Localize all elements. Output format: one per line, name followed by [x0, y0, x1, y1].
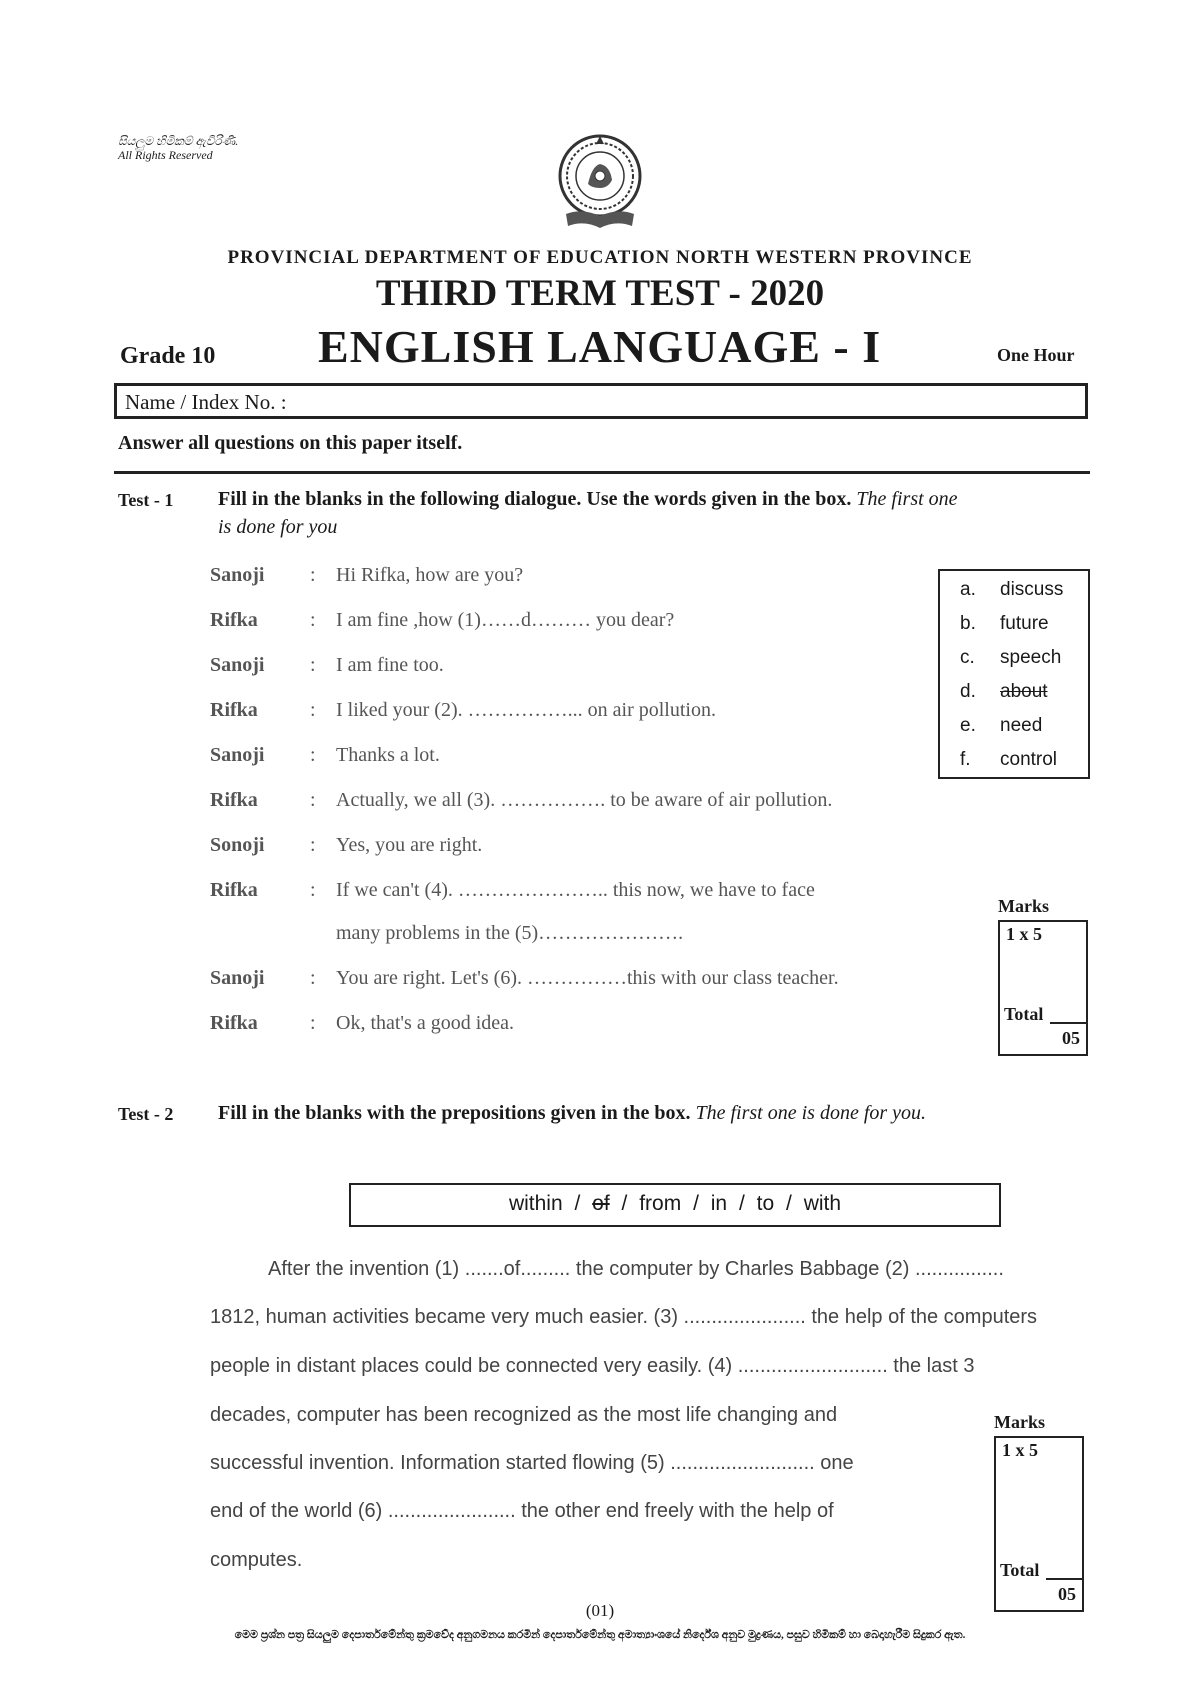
test1-total-label: Total	[1004, 1004, 1044, 1024]
word-option-d: d. about	[960, 681, 1048, 702]
preposition-to: to	[756, 1192, 775, 1215]
test1-total-line	[1050, 1022, 1086, 1024]
dialogue-line: Yes, you are right.	[336, 834, 483, 856]
word-box	[938, 569, 1090, 779]
emblem-icon	[556, 130, 644, 232]
dialogue-speaker: Rifka	[210, 789, 258, 811]
separator: /	[738, 1192, 745, 1215]
test1-instruction	[218, 485, 1098, 541]
word-option-f: f. control	[960, 749, 1058, 770]
test2-total-label: Total	[1000, 1560, 1040, 1580]
separator: /	[621, 1192, 628, 1215]
dialogue-line: I liked your (2). ……………... on air pollution.	[336, 699, 716, 721]
preposition-from: from	[639, 1192, 682, 1215]
test1-marks-scheme: 1 x 5	[1006, 924, 1042, 944]
dialogue-speaker: Rifka	[210, 879, 258, 901]
test2-marks-label: Marks	[994, 1412, 1045, 1432]
dialogue-speaker: Sanoji	[210, 564, 265, 586]
paragraph-line-5: successful invention. Information started flowing (5) .......................... one	[210, 1452, 854, 1474]
word-option-a: a. discuss	[960, 579, 1064, 600]
dialogue-line: many problems in the (5)………………….	[336, 922, 684, 944]
dialogue-speaker: Rifka	[210, 609, 258, 631]
test1-instruction-italic-1: The first one	[856, 488, 958, 510]
test1-marks-box[interactable]	[998, 920, 1088, 1056]
paragraph-line-1: After the invention (1) .......of......... the computer by Charles Babbage (2) ................	[268, 1258, 1004, 1280]
word-option-b: b. future	[960, 613, 1049, 634]
dialogue-colon: :	[310, 699, 316, 721]
dialogue-line: Hi Rifka, how are you?	[336, 564, 524, 586]
test2-instruction	[218, 1099, 1098, 1127]
separator: /	[574, 1192, 581, 1215]
test1-label: Test - 1	[118, 490, 174, 510]
dialogue-speaker: Sanoji	[210, 967, 265, 989]
test2-marks-scheme: 1 x 5	[1002, 1440, 1038, 1460]
term-test-title: THIRD TERM TEST - 2020	[375, 273, 825, 314]
dialogue-line: Thanks a lot.	[336, 744, 440, 766]
dialogue-colon: :	[310, 654, 316, 676]
divider	[114, 471, 1090, 474]
test1-instruction-bold: Fill in the blanks in the following dialogue. Use the words given in the box.	[218, 488, 852, 510]
dialogue-speaker: Sonoji	[210, 834, 265, 856]
duration-label: One Hour	[997, 345, 1075, 365]
dialogue-colon: :	[310, 1012, 316, 1034]
word-option-c: c. speech	[960, 647, 1062, 668]
preposition-box	[349, 1183, 1001, 1227]
dialogue-speaker: Sanoji	[210, 654, 265, 676]
answer-instruction: Answer all questions on this paper itself.	[118, 432, 463, 454]
test2-marks-box[interactable]	[994, 1436, 1084, 1612]
footer-notice: මෙම ප්‍රශ්න පත්‍ර සියලුම දෙපාර්තමේන්තු ක්‍රමවේද අනුගමනය කරමින් දෙපාර්තමේන්තු අමාත්‍යාංශයේ නිර්දේශ අනුව මුද්‍රණය, පසුව හිමිකම් හා බෙදාහැරීම සිදුකර ඇත.	[234, 1629, 966, 1641]
dialogue-line: Ok, that's a good idea.	[336, 1012, 515, 1034]
dialogue-colon: :	[310, 967, 316, 989]
preposition-with: with	[803, 1192, 842, 1215]
test1-total-value: 05	[1062, 1028, 1080, 1048]
page-number: (01)	[585, 1601, 615, 1620]
dialogue-speaker: Rifka	[210, 699, 258, 721]
separator: /	[786, 1192, 792, 1215]
dialogue-colon: :	[310, 789, 316, 811]
preposition-in: in	[710, 1192, 728, 1215]
test2-total-value: 05	[1058, 1584, 1076, 1604]
paragraph-line-2: 1812, human activities became very much easier. (3) ...................... the help of the computers	[210, 1306, 1038, 1328]
dialogue-colon: :	[310, 609, 316, 631]
rights-english: All Rights Reserved	[118, 148, 213, 162]
dialogue-colon: :	[310, 879, 316, 901]
dialogue-line: Actually, we all (3). ……………. to be aware of air pollution.	[336, 789, 833, 811]
dialogue-line: I am fine too.	[336, 654, 444, 676]
test2-instruction-italic: The first one is done for you.	[695, 1102, 927, 1124]
preposition-of: of	[592, 1192, 610, 1215]
dialogue-colon: :	[310, 744, 316, 766]
paragraph-line-7: computes.	[210, 1549, 303, 1571]
dialogue-line: I am fine ,how (1)……d……… you dear?	[336, 609, 675, 631]
preposition-within: within	[508, 1192, 563, 1215]
subject-title: ENGLISH LANGUAGE - I	[318, 321, 882, 372]
grade-label: Grade 10	[120, 343, 216, 369]
name-index-field[interactable]	[114, 383, 1088, 419]
dialogue-line: You are right. Let's (6). ……………this with our class teacher.	[336, 967, 839, 989]
test1-instruction-italic-2: is done for you	[218, 516, 338, 538]
word-option-e: e. need	[960, 715, 1043, 736]
rights-sinhala: සියලුම හිමිකම් ඇවිරිණි.	[118, 134, 239, 148]
dialogue-speaker: Sanoji	[210, 744, 265, 766]
dialogue-speaker: Rifka	[210, 1012, 258, 1034]
paragraph-line-6: end of the world (6) ....................... the other end freely with the help of	[210, 1500, 834, 1522]
paragraph-line-4: decades, computer has been recognized as the most life changing and	[210, 1404, 838, 1426]
separator: /	[693, 1192, 699, 1215]
dialogue-line: If we can't (4). ………………….. this now, we have to face	[336, 879, 815, 901]
test1-marks-label: Marks	[998, 896, 1049, 916]
department-title: PROVINCIAL DEPARTMENT OF EDUCATION NORTH WESTERN PROVINCE	[227, 247, 973, 268]
name-index-label: Name / Index No. :	[125, 390, 287, 414]
dialogue-colon: :	[310, 834, 316, 856]
paragraph-line-3: people in distant places could be connected very easily. (4) ........................... the last 3	[210, 1355, 975, 1377]
test2-instruction-bold: Fill in the blanks with the prepositions given in the box.	[218, 1102, 691, 1124]
test2-total-line	[1046, 1578, 1082, 1580]
rights-notice	[118, 134, 238, 162]
test2-label: Test - 2	[118, 1104, 174, 1124]
dialogue-colon: :	[310, 564, 316, 586]
